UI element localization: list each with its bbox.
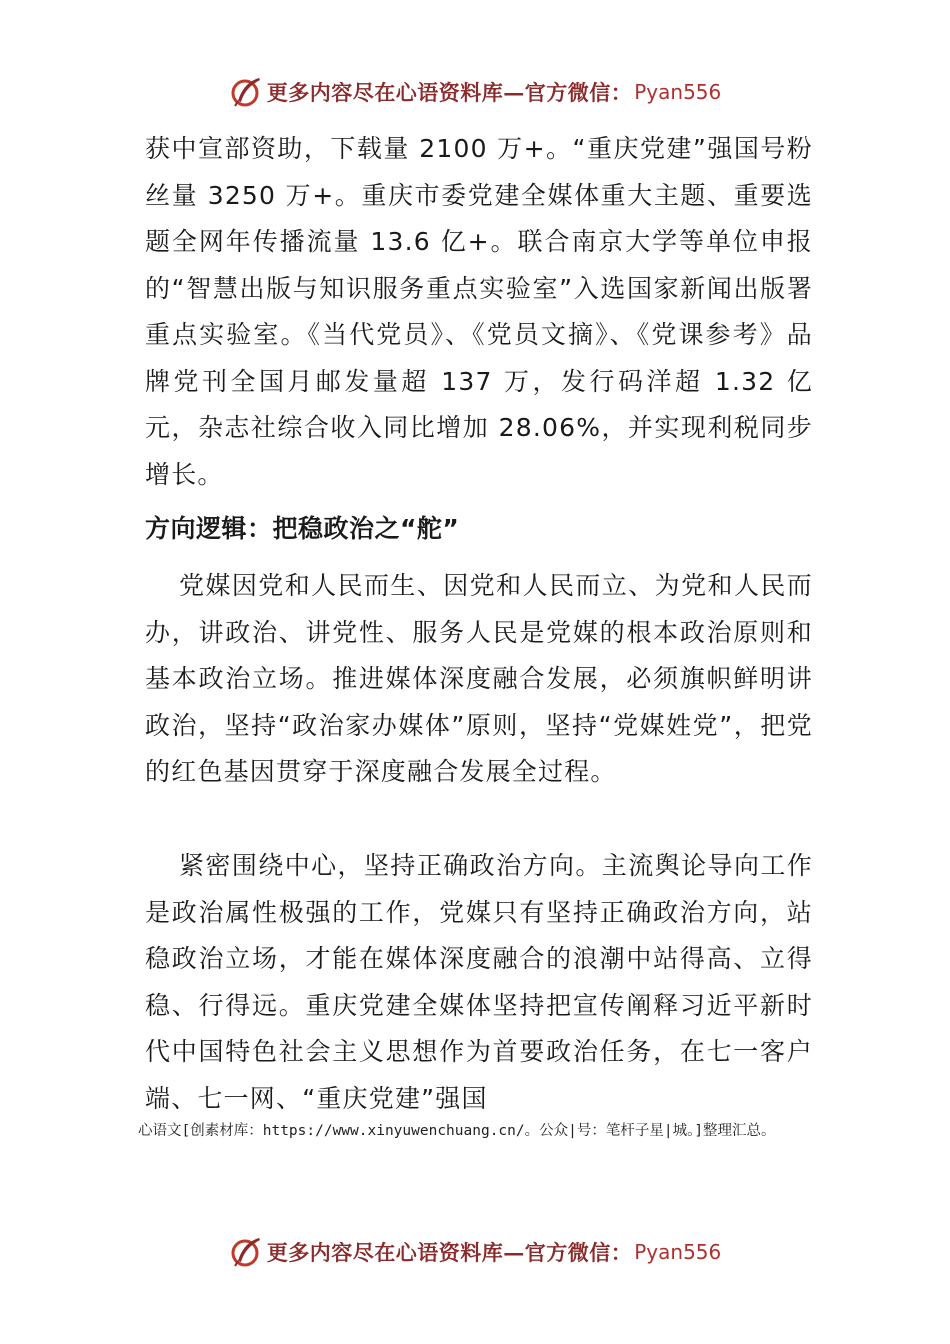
paragraph-3: 紧密围绕中心，坚持正确政治方向。主流舆论导向工作是政治属性极强的工作，党媒只有坚持正确政治方向，站稳政治立场，才能在媒体深度融合的浪潮中站得高、立得稳、行得远。重庆党建全媒体坚持把宣传阐释习近平新时代中国特色社会主义思想作为首要政治任务，在七一客户端、七一网、“重庆党建”强国 [145, 851, 813, 1113]
feather-pen-logo-icon [229, 75, 263, 109]
section-heading: 方向逻辑：把稳政治之“舵” [145, 514, 460, 543]
header-brand-text: 更多内容尽在心语资料库—官方微信： [266, 80, 633, 105]
paragraph-2: 党媒因党和人民而生、因党和人民而立、为党和人民而办，讲政治、讲党性、服务人民是党媒的根本政治原则和基本政治立场。推进媒体深度融合发展，必须旗帜鲜明讲政治，坚持“政治家办媒体”原则，坚持“党媒姓党”，把党的红色基因贯穿于深度融合发展全过程。 [145, 571, 813, 786]
header-banner [0, 70, 950, 114]
feather-pen-logo-icon [229, 1235, 263, 1269]
source-footnote: 心语文[创素材库：https://www.xinyuwenchuang.cn/。公众|号：笔杆子星|城。]整理汇总。 [138, 1123, 776, 1139]
paragraph-1: 获中宣部资助，下载量 2100 万+。“重庆党建”强国号粉丝量 3250 万+。重庆市委党建全媒体重大主题、重要选题全网年传播流量 13.6 亿+。联合南京大学等单位申报的“智慧出版与知识服务重点实验室”入选国家新闻出版署重点实验室。《当代党员》、《党员文摘》、《党课参考》品牌党刊全国月邮发量超 137 万，发行码洋超 1.32 亿元，杂志社综合收入同比增加 28.06%，并实现利税同步增长。 [145, 134, 813, 489]
footer-brand-text: 更多内容尽在心语资料库—官方微信： [266, 1240, 633, 1265]
footer-banner [0, 1230, 950, 1274]
footer-wechat-id: Pyan556 [634, 1240, 722, 1264]
header-wechat-id: Pyan556 [634, 80, 722, 104]
